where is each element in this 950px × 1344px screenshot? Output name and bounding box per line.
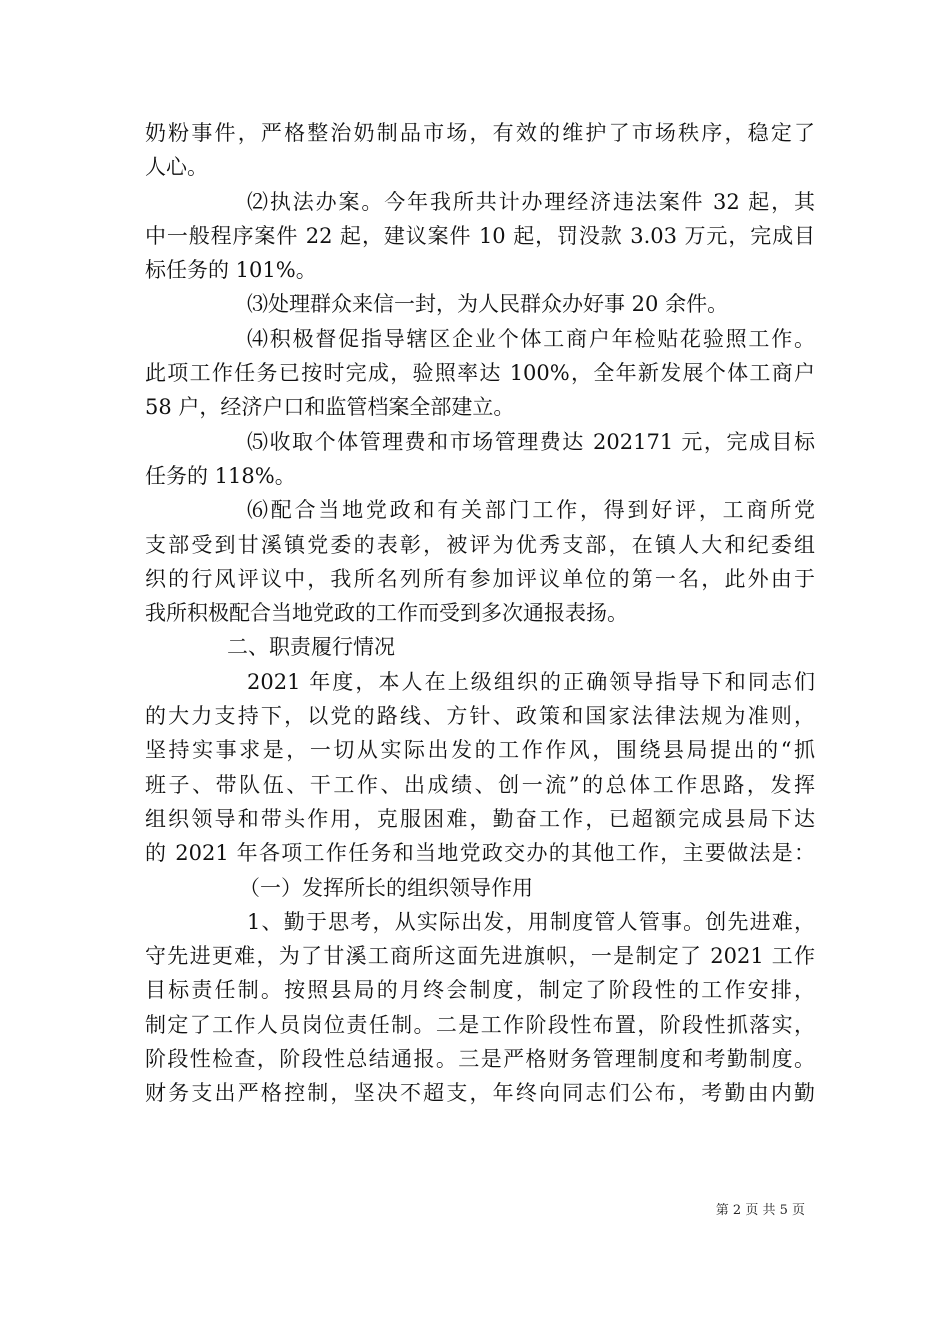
text-line: 阶段性检查，阶段性总结通报。三是严格财务管理制度和考勤制度。	[145, 1047, 815, 1072]
text-line: ⑸收取个体管理费和市场管理费达 202171 元，完成目标	[247, 429, 815, 454]
text-line: 58 户，经济户口和监管档案全部建立。	[145, 395, 515, 420]
text-line: 班子、带队伍、干工作、出成绩、创一流”的总体工作思路，发挥	[145, 772, 815, 797]
text-line: 目标责任制。按照县局的月终会制度，制定了阶段性的工作安排，	[145, 978, 815, 1003]
text-line: 守先进更难，为了甘溪工商所这面先进旗帜，一是制定了 2021 工作	[145, 944, 815, 969]
text-line: 的大力支持下，以党的路线、方针、政策和国家法律法规为准则，	[145, 704, 815, 729]
text-line: ⑶处理群众来信一封，为人民群众办好事 20 余件。	[247, 292, 729, 317]
text-line: 2021 年度，本人在上级组织的正确领导指导下和同志们	[247, 669, 815, 694]
text-line: 标任务的 101%。	[145, 258, 317, 283]
page-number: 第 2 页 共 5 页	[715, 1203, 805, 1218]
text-line: 坚持实事求是，一切从实际出发的工作作风，围绕县局提出的“抓	[145, 738, 815, 763]
section-heading: 二、职责履行情况	[227, 635, 395, 660]
document-body	[145, 116, 815, 1111]
text-line: 组织领导和带头作用，克服困难，勤奋工作，已超额完成县局下达	[145, 806, 815, 831]
text-line: 人心。	[145, 155, 208, 180]
text-line: 任务的 118%。	[145, 463, 296, 488]
text-line: ⑹配合当地党政和有关部门工作，得到好评，工商所党	[247, 498, 815, 523]
text-line: ⑵执法办案。今年我所共计办理经济违法案件 32 起，其	[247, 189, 815, 214]
text-line: 我所积极配合当地党政的工作而受到多次通报表扬。	[145, 601, 628, 626]
text-line: 奶粉事件，严格整治奶制品市场，有效的维护了市场秩序，稳定了	[145, 121, 815, 145]
text-line: 1、勤于思考，从实际出发，用制度管人管事。创先进难，	[247, 909, 815, 934]
text-line: 此项工作任务已按时完成，验照率达 100%，全年新发展个体工商户	[145, 361, 815, 386]
text-line: 支部受到甘溪镇党委的表彰，被评为优秀支部，在镇人大和纪委组	[145, 532, 815, 557]
text-line: 的 2021 年各项工作任务和当地党政交办的其他工作，主要做法是：	[145, 841, 815, 866]
text-line: ⑷积极督促指导辖区企业个体工商户年检贴花验照工作。	[247, 326, 815, 351]
subsection-heading: （一）发挥所长的组织领导作用	[239, 875, 533, 900]
text-line: 中一般程序案件 22 起，建议案件 10 起，罚没款 3.03 万元，完成目	[145, 223, 815, 248]
text-line: 制定了工作人员岗位责任制。二是工作阶段性布置，阶段性抓落实，	[145, 1012, 815, 1037]
text-line: 财务支出严格控制，坚决不超支，年终向同志们公布，考勤由内勤	[145, 1081, 815, 1106]
text-line: 织的行风评议中，我所名列所有参加评议单位的第一名，此外由于	[145, 566, 815, 591]
